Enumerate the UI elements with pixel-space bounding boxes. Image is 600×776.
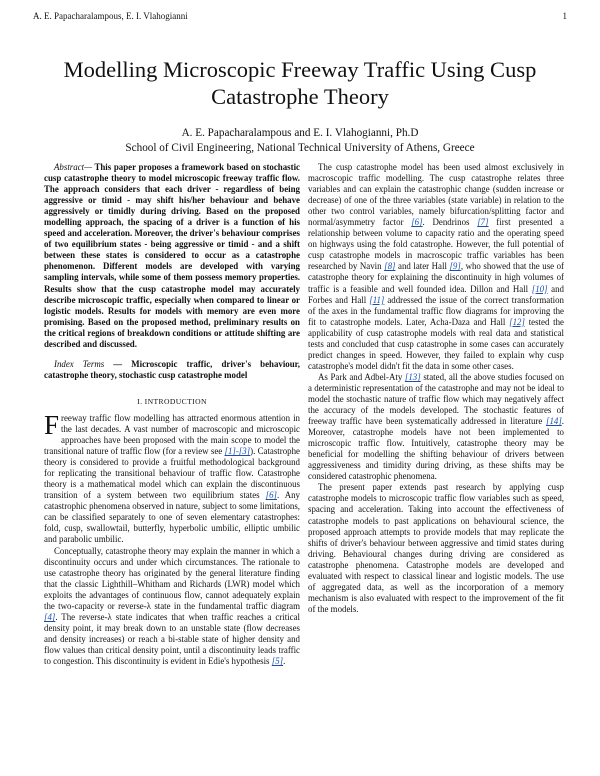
paragraph-text: stated, all the above studies focused on a deterministic representation of the catastrophe and may not be ideal to model the stochastic nature of traffic flow which may negatively affect the accuracy of the models developed. The stochastic features of freeway traffic have been systematically addressed in literature [308, 371, 565, 427]
running-head [33, 11, 567, 23]
index-terms [44, 359, 300, 381]
right-column [308, 162, 564, 615]
paragraph-text: As Park and Adbel-Aty [318, 371, 405, 382]
paragraph-text: and Forbes and Hall [308, 283, 564, 305]
paragraph-text: . Moreover, catastrophe models have not been implemented to microscopic traffic flow. Intuitively, catastrophe theory may be beneficial for modelling the shifting behaviour of drivers between aggressiveness and timidity during driving, as these shifts may be considered catastrophic phenomena. [308, 416, 564, 482]
paragraph-text: The cusp catastrophe model has been used almost exclusively in macroscopic traffic modelling. The cusp catastrophe relates three variables and can explain the catastrophic change (sudden increase or decrease) of one of the three variables (state variable) in relation to the other two control variables, namely bifurcation/splitting factor and normal/asymmetry factor [308, 162, 564, 228]
citation-link[interactable]: [1]-[3] [224, 446, 251, 457]
intro-paragraph-4 [308, 372, 564, 482]
paragraph-text: , who showed that the use of catastrophe theory for explaining the discontinuity in high volumes of traffic is a feasible and well founded idea. Dillon and Hall [308, 261, 565, 294]
abstract [44, 162, 300, 350]
intro-paragraph-5: The present paper extends past research by applying cusp catastrophe models to microscopic traffic flow variables such as speed, spacing and acceleration. Taking into account the effectiveness of catastrophe models to past applications on behavioural science, the proposed approach attempts to provide models that may replicate the shifts of driver's behaviour between aggressive and timid states during driving. Behavioural changes during driving are considered as catastrophe phenomena. Catastrophe models are developed and evaluated with respect to classical linear and logistic models. The use of aggregated data, as well as the incorporation of a memory mechanism is also evaluated with respect to the improvement of the fit of the models. [308, 482, 564, 614]
paragraph-text: addressed the issue of the correct transformation of the axes in the fundamental traffic flow diagrams for improving the fit to catastrophe models. Later, Acha-Daza and Hall [308, 294, 564, 327]
citation-link[interactable]: [6] [265, 490, 277, 501]
intro-paragraph-2 [44, 546, 300, 668]
intro-paragraph-1 [44, 409, 300, 546]
paragraph-text: . Any catastrophic phenomena observed in nature, subject to some limitations, can be classified separately to one of seven elementary catastrophes: fold, cusp, swallowtail, butterfly, hyperbolic umbilic, elliptic umbilic and parabolic umbilic. [44, 490, 300, 545]
author-names: A. E. Papacharalampous and E. I. Vlahogianni, Ph.D [181, 127, 419, 139]
paragraph-text: . [283, 655, 286, 666]
citation-link[interactable]: [9] [449, 261, 461, 272]
citation-link[interactable]: [12] [509, 316, 525, 327]
author-block [40, 126, 560, 156]
running-head-authors: A. E. Papacharalampous, E. I. Vlahogianni [33, 11, 188, 21]
citation-link[interactable]: [8] [384, 261, 396, 272]
left-column [44, 162, 300, 667]
intro-paragraph-3 [308, 162, 564, 372]
index-terms-label: Index Terms [54, 358, 105, 369]
citation-link[interactable]: [5] [271, 655, 284, 666]
abstract-text: This paper proposes a framework based on stochastic cusp catastrophe theory to model microscopic freeway traffic flow. The approach considers that each driver - regardless of being aggressive or timid - may shift his/her behaviour and behave aggressively or timidly during driving. Based on the proposed modelling approach, the spacing of a driver is a function of his speed and acceleration. Moreover, the driver's behaviour comprises of two equilibrium states - being aggressive or timid - and a shift between these states is considered to occur as a catastrophe phenomenon. Different models are developed with varying sampling intervals, while some of them possess memory properties. Results show that the cusp catastrophe model may accurately describe microscopic traffic, especially when compared to linear or logistic models. Results for models with memory are even more promising. Based on the proposed method, preliminary results on the critical regions of breakdown conditions or attitude shifting are described and discussed. [44, 162, 300, 349]
citation-link[interactable]: [14] [545, 416, 562, 427]
citation-link[interactable]: [13] [404, 371, 421, 382]
paragraph-text: and later Hall [395, 261, 450, 272]
page-number: 1 [562, 11, 567, 21]
citation-link[interactable]: [6] [411, 217, 423, 228]
citation-link[interactable]: [7] [477, 217, 489, 228]
citation-link[interactable]: [10] [531, 283, 548, 294]
drop-cap: F [44, 409, 60, 440]
paper-title: Modelling Microscopic Freeway Traffic Using Cusp Catastrophe Theory [63, 57, 537, 109]
index-terms-text: — Microscopic traffic, driver's behaviour, catastrophe theory, stochastic cusp catastrophe model [44, 358, 300, 380]
abstract-label: Abstract— [54, 162, 92, 172]
paragraph-text: . The reverse-λ state indicates that when traffic reaches a critical density point, it may break down to an unstable state (flow decreases and density increases) or reach a bi-stable state of higher density and flow values than critical density point, until a discontinuity leads traffic to congestion. This discontinuity is evident in Edie's hypothesis [44, 611, 300, 666]
citation-link[interactable]: [11] [369, 294, 385, 305]
paragraph-text: first presented a relationship between volume to capacity ratio and the operating speed on highways using the fold catastrophe. However, the full potential of cusp catastrophe models in macroscopic traffic variables has been researched by Navin [308, 217, 564, 272]
paragraph-text: . Dendrinos [422, 217, 478, 228]
paragraph-text: tested the applicability of cusp catastrophe models with real data and statistical tests and concluded that cusp catastrophe in some cases can accurately predict changes in speed. However, they failed to explain why cusp catastrophe's model didn't fit the data in some other cases. [308, 316, 564, 371]
citation-link[interactable]: [4] [44, 611, 56, 622]
affiliation: School of Civil Engineering, National Technical University of Athens, Greece [125, 142, 475, 154]
paragraph-text: reeway traffic flow modelling has attracted enormous attention in the last decades. A vast number of macroscopic and microscopic approaches have been proposed with the main scope to model the transitional nature of traffic flow (for a review see [44, 412, 300, 457]
section-heading: I. INTRODUCTION [137, 396, 207, 406]
paragraph-text: ). Catastrophe theory is considered to provide a fruitful methodological background for replicating the transitional behaviour of traffic flow. Catastrophe theory is a mathematical model which can explain the discontinuous transition of a system between two equilibrium states [44, 446, 300, 501]
paragraph-text: Conceptually, catastrophe theory may explain the manner in which a discontinuity occurs and under which circumstances. The rationale to use catastrophe theory has originated by the general literature finding that the classic Lighthill–Whitham and Richards (LWR) model which exploits the advantages of continuous flow, cannot adequately explain the two-capacity or reverse-λ state in the fundamental traffic diagram [44, 545, 300, 611]
